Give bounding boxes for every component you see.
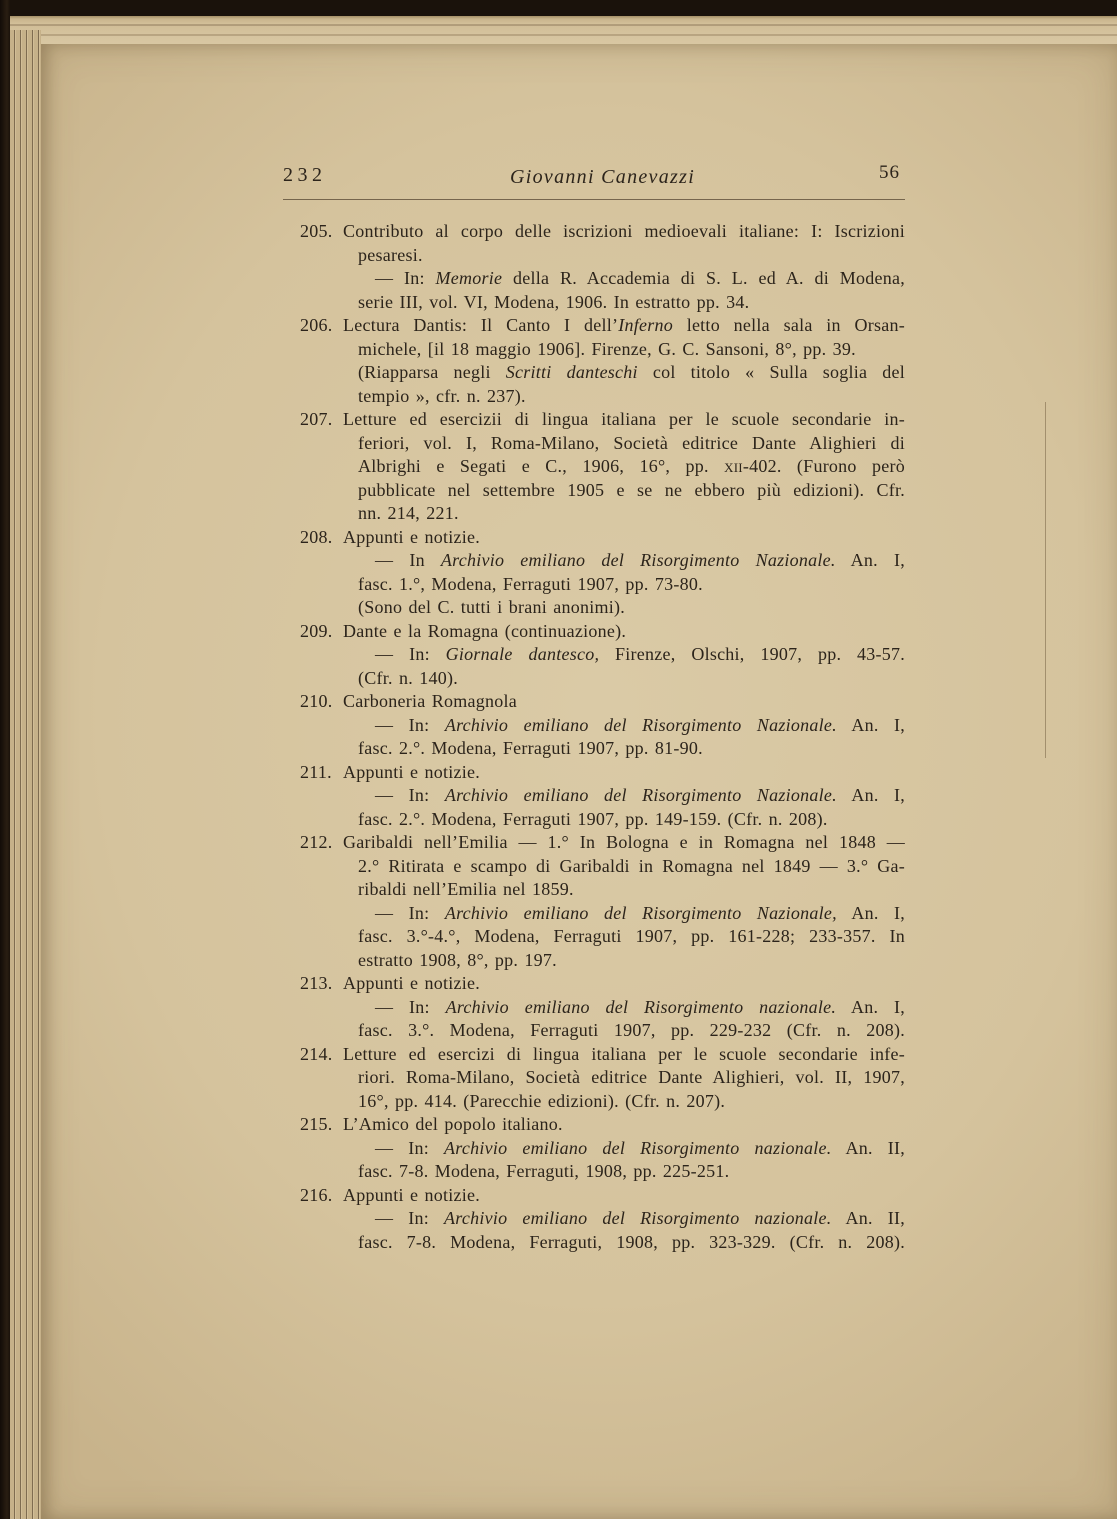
entry-text: feriori, vol. I, Roma-Milano, Società editrice Dante Alighieri di [358, 432, 905, 453]
entry-text: — In: [375, 785, 445, 805]
entry-continuation-line [300, 385, 905, 409]
header-rule [283, 199, 905, 200]
entry-first-line [300, 314, 905, 338]
entry-text: Appunti e notizie. [343, 526, 480, 547]
entry-text: An. I, [836, 996, 905, 1017]
page-stack-left-edge [10, 30, 41, 1519]
entry-text: (Cfr. n. 140). [358, 667, 458, 688]
entry-number: 216. [300, 1184, 333, 1205]
entry-number: 212. [300, 832, 333, 852]
italic-title-text: Archivio emiliano del Risorgimento Nazionale. [440, 550, 836, 570]
entry-text: pubblicate nel settembre 1905 e se ne ebbero più edizioni). Cfr. [358, 479, 905, 500]
entry-number: 211. [300, 761, 332, 782]
entry-citation-line [300, 1137, 905, 1161]
entry-continuation-line [300, 925, 905, 949]
entry-number: 215. [300, 1114, 333, 1134]
entry-text: fasc. 3.°-4.°, Modena, Ferraguti 1907, pp. 161-228; 233-357. In [358, 926, 905, 946]
entry-text: nn. 214, 221. [358, 503, 459, 523]
entry-first-line [300, 1043, 905, 1067]
entry-text: fasc. 2.°. Modena, Ferraguti 1907, pp. 81-90. [358, 738, 703, 758]
entry-text: fasc. 1.°, Modena, Ferraguti 1907, pp. 73-80. [358, 573, 703, 594]
entry-continuation-line [300, 596, 905, 620]
entry-text: 2.° Ritirata e scampo di Garibaldi in Romagna nel 1849 — 3.° Ga- [358, 855, 905, 876]
entry-continuation-line [300, 573, 905, 597]
entry-text: L’Amico del popolo italiano. [343, 1114, 563, 1134]
entry-continuation-line [300, 737, 905, 761]
entry-text: michele, [il 18 maggio 1906]. Firenze, G. C. Sansoni, 8°, pp. 39. [358, 338, 856, 359]
entry-text: An. I, [836, 785, 905, 805]
small-caps-numeral: xii [724, 456, 743, 476]
scan-scratch-mark [1045, 402, 1046, 758]
entry-text: — In: [375, 902, 445, 923]
bibliography-entry [300, 761, 905, 832]
entry-number: 214. [300, 1043, 333, 1064]
entry-citation-line [300, 902, 905, 926]
entry-number: 206. [300, 315, 333, 335]
entry-text: estratto 1908, 8°, pp. 197. [358, 949, 557, 970]
entry-continuation-line [300, 338, 905, 362]
entry-continuation-line [300, 291, 905, 315]
bibliography-entry [300, 220, 905, 314]
entry-citation-line [300, 267, 905, 291]
bibliography-entry [300, 620, 905, 691]
entry-text: col titolo « Sulla soglia del [637, 362, 906, 382]
entry-continuation-line [300, 855, 905, 879]
entry-continuation-line [300, 667, 905, 691]
entry-first-line [300, 1184, 905, 1208]
entry-text: Contributo al corpo delle iscrizioni medioevali italiane: I: Iscrizioni [343, 221, 905, 241]
entry-text: (Riapparsa negli [358, 362, 506, 382]
entry-text: Carboneria Romagnola [343, 691, 517, 711]
folio-number: 56 [879, 162, 900, 183]
page-stack-top-edge [10, 16, 1117, 44]
entry-continuation-line [300, 502, 905, 526]
entry-continuation-line [300, 1160, 905, 1184]
entry-citation-line [300, 1207, 905, 1231]
entry-text: — In: [375, 1137, 445, 1158]
italic-title-text: Archivio emiliano del Risorgimento Nazionale. [444, 785, 837, 805]
entry-text: An. II, [831, 1137, 905, 1158]
entry-citation-line [300, 784, 905, 808]
bibliography-entry [300, 408, 905, 526]
italic-title-text: Giornale dantesco, [445, 644, 600, 664]
bibliography-entry [300, 1043, 905, 1114]
entry-text: Letture ed esercizi di lingua italiana per le scuole secondarie infe- [343, 1043, 905, 1064]
entry-continuation-line [300, 361, 905, 385]
italic-title-text: Archivio emiliano del Risorgimento nazionale. [445, 996, 837, 1017]
entry-number: 213. [300, 973, 333, 993]
entry-continuation-line [300, 1231, 905, 1255]
entry-first-line [300, 761, 905, 785]
bibliography-list [300, 220, 905, 1254]
entry-continuation-line [300, 808, 905, 832]
entry-text: Albrighi e Segati e C., 1906, 16°, pp. [358, 456, 725, 476]
entry-first-line [300, 1113, 905, 1137]
entry-text: An. I, [835, 550, 905, 570]
entry-continuation-line [300, 878, 905, 902]
entry-text: — In: [375, 1208, 445, 1228]
entry-text: Firenze, Olschi, 1907, pp. 43-57. [599, 644, 906, 664]
entry-text: Appunti e notizie. [343, 1184, 480, 1205]
entry-text: An. II, [831, 1208, 905, 1228]
entry-text: Appunti e notizie. [343, 973, 480, 993]
entry-continuation-line [300, 949, 905, 973]
entry-text: riori. Roma-Milano, Società editrice Dante Alighieri, vol. II, 1907, [358, 1067, 905, 1087]
entry-text: — In: [375, 644, 446, 664]
entry-citation-line [300, 549, 905, 573]
running-head: Giovanni Canevazzi [510, 166, 696, 188]
entry-text: letto nella sala in Orsan- [672, 315, 905, 335]
entry-continuation-line [300, 479, 905, 503]
italic-title-text: Memorie [435, 268, 503, 288]
entry-text: (Sono del C. tutti i brani anonimi). [358, 597, 625, 617]
entry-continuation-line [300, 455, 905, 479]
entry-continuation-line [300, 1019, 905, 1043]
entry-first-line [300, 690, 905, 714]
entry-continuation-line [300, 1066, 905, 1090]
italic-title-text: Archivio emiliano del Risorgimento nazionale. [444, 1137, 832, 1158]
bibliography-entry [300, 1184, 905, 1255]
entry-citation-line [300, 714, 905, 738]
entry-number: 209. [300, 620, 333, 641]
entry-text: — In: [375, 996, 446, 1017]
italic-title-text: Archivio emiliano del Risorgimento Nazionale. [444, 714, 837, 735]
entry-text: An. I, [836, 902, 905, 923]
italic-title-text: Archivio emiliano del Risorgimento nazionale. [444, 1208, 832, 1228]
entry-text: della R. Accademia di S. L. ed A. di Modena, [502, 268, 905, 288]
entry-number: 205. [300, 221, 333, 241]
entry-text: fasc. 7-8. Modena, Ferraguti, 1908, pp. 323-329. (Cfr. n. 208). [358, 1231, 905, 1252]
page-number: 232 [283, 164, 327, 186]
bibliography-entry [300, 526, 905, 620]
entry-text: Letture ed esercizii di lingua italiana per le scuole secondarie in- [343, 409, 905, 429]
entry-first-line [300, 972, 905, 996]
bibliography-entry [300, 1113, 905, 1184]
entry-text: — In: [375, 268, 436, 288]
entry-text: Lectura Dantis: Il Canto I dell’ [343, 315, 619, 335]
bibliography-entry [300, 972, 905, 1043]
entry-first-line [300, 831, 905, 855]
entry-text: Dante e la Romagna (continuazione). [343, 620, 627, 641]
bibliography-entry [300, 314, 905, 408]
italic-title-text: Archivio emiliano del Risorgimento Nazionale, [444, 902, 837, 923]
entry-text: 16°, pp. 414. (Parecchie edizioni). (Cfr. n. 207). [358, 1090, 726, 1111]
entry-first-line [300, 526, 905, 550]
entry-number: 208. [300, 526, 333, 547]
entry-continuation-line [300, 244, 905, 268]
bibliography-entry [300, 831, 905, 972]
italic-title-text: Inferno [618, 315, 673, 335]
bibliography-entry [300, 690, 905, 761]
italic-title-text: Scritti danteschi [505, 362, 638, 382]
entry-continuation-line [300, 1090, 905, 1114]
entry-first-line [300, 220, 905, 244]
entry-citation-line [300, 643, 905, 667]
entry-text: Garibaldi nell’Emilia — 1.° In Bologna e in Romagna nel 1848 — [343, 832, 905, 852]
entry-text: tempio », cfr. n. 237). [358, 385, 526, 406]
entry-text: Appunti e notizie. [343, 761, 480, 782]
entry-text: ribaldi nell’Emilia nel 1859. [358, 879, 574, 899]
entry-text: fasc. 3.°. Modena, Ferraguti 1907, pp. 229-232 (Cfr. n. 208). [358, 1020, 905, 1040]
entry-number: 207. [300, 409, 333, 429]
entry-text: An. I, [836, 714, 905, 735]
entry-first-line [300, 408, 905, 432]
entry-text: — In: [375, 714, 445, 735]
entry-continuation-line [300, 432, 905, 456]
entry-text: serie III, vol. VI, Modena, 1906. In estratto pp. 34. [358, 291, 750, 312]
entry-text: -402. (Furono però [742, 456, 905, 476]
entry-text: pesaresi. [358, 244, 423, 265]
entry-text: — In [375, 550, 441, 570]
entry-text: fasc. 2.°. Modena, Ferraguti 1907, pp. 149-159. (Cfr. n. 208). [358, 808, 828, 829]
entry-citation-line [300, 996, 905, 1020]
entry-text: fasc. 7-8. Modena, Ferraguti, 1908, pp. 225-251. [358, 1161, 730, 1181]
entry-number: 210. [300, 691, 333, 711]
entry-first-line [300, 620, 905, 644]
